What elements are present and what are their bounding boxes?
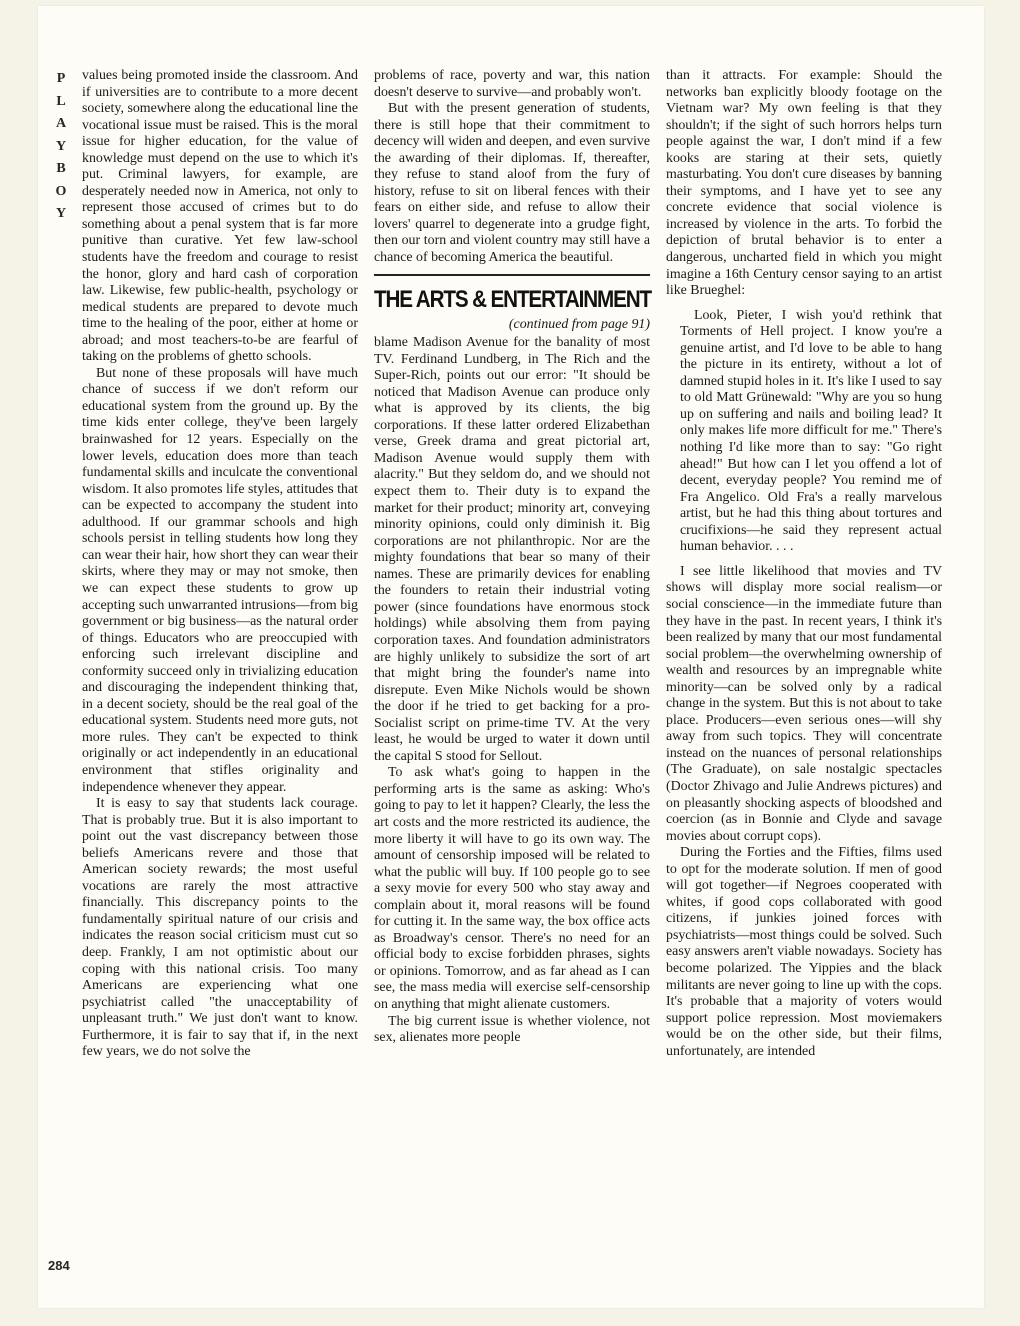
paragraph: than it attracts. For example: Should the networks ban explicitly bloody footage on the Vietnam war? My own feeling is that they shouldn't; if the sight of such horrors helps turn people against the war, I don't mind if a few kooks are staring at their sets, quietly masturbating. You don't cure diseases by banning their symptoms, and I have yet to see any concrete evidence that social violence is increased by violence in the arts. To forbid the depiction of brutal behavior is to enter a dangerous, uncharted field in which you might imagine a 16th Century censor saying to an artist like Brueghel:: [666, 68, 942, 299]
runner-letter: B: [56, 161, 66, 176]
runner-letter: Y: [55, 138, 67, 154]
runner-letter: L: [56, 93, 66, 109]
text-column-3: [666, 68, 942, 1060]
running-head: [54, 68, 68, 226]
text-column-1: [82, 68, 358, 1061]
paragraph: During the Forties and the Fifties, films used to opt for the moderate solution. If men of good will got together—if Negroes cooperated with whites, if good cops collaborated with good citizens, if junkies joined forces with psychiatrists—most things could be solved. Such easy answers aren't viable nowadays. Society has become polarized. The Yippies and the black militants are never going to line up with the cops. It's probable that a majority of voters would support police repression. Most moviemakers would be on the other side, but their films, unfortunately, are intended: [666, 845, 942, 1059]
quote-paragraph: Look, Pieter, I wish you'd rethink that Torments of Hell project. I know you're a genuine artist, and I'd love to be able to hang the picture in its entirety, without a lot of damned stupid holes in it. It's like I used to say to old Matt Grünewald: "Why are you so hung up on suffering and nails and boiling lead? It only makes life more difficult for me." There's nothing I'd like more than to say: "Go right ahead!" But how can I let you offend a lot of decent, everyday people? You remind me of Fra Angelico. Old Fra's a really marvelous artist, but he had this thing about tortures and crucifixions—he said they represent actual human behavior. . . .: [680, 307, 942, 555]
paragraph: values being promoted inside the classroom. And if universities are to contribute to a more decent society, somewhere along the educational line the vocational issue must be raised. This is the moral issue for higher education, for the value of knowledge must depend on the use to which it's put. Criminal lawyers, for example, are desperately needed now in America, not only to represent those accused of crimes but to do something about a penal system that is far more punitive than curative. Yet few law-school students have the freedom and courage to resist the honor, glory and hard cash of corporation law. Likewise, few public-health, psychology or medical students are prepared to devote much time to the healing of the poor, either at home or abroad; and most teachers-to-be are fearful of taking on the problems of ghetto schools.: [82, 68, 358, 365]
section-rule: [374, 274, 650, 276]
section-headline: THE ARTS & ENTERTAINMENT: [374, 285, 652, 313]
paragraph: blame Madison Avenue for the banality of most TV. Ferdinand Lundberg, in The Rich and the Super-Rich, points out our error: "It should be noticed that Madison Avenue can produce only what is approved by its clients, the big corporations. If these latter ordered Elizabethan verse, Greek drama and great pictorial art, Madison Avenue would supply them with alacrity." But they seldom do, and we should not expect them to. Their duty is to expand the market for their product; minority art, conveying minority opinions, could only diminish it. Big corporations are not philanthropic. Nor are the mighty foundations that bear so many of their names. These are primarily devices for enabling the founders to retain their industrial voting power (since foundations have enormous stock holdings) while absolving them from paying corporation taxes. And foundation administrators are highly unlikely to subsidize the sort of art that might bring the founder's name into disrepute. Even Mike Nichols would be shown the door if he tried to get backing for a pro-Socialist script on prime-time TV. At the very least, he would be urged to water it down until the capital S stood for Sellout.: [374, 335, 650, 764]
page-number: 284: [48, 1258, 70, 1273]
paragraph: But none of these proposals will have much chance of success if we don't reform our educational system from the ground up. By the time kids enter college, they've been largely brainwashed for 12 years. Especially on the lower levels, education does more than teach fundamental skills and inculcate the conventional wisdom. It also promotes life styles, attitudes that can be expected to accompany the student into adulthood. If our grammar schools and high schools persist in telling students how long they can wear their hair, how short they can wear their skirts, where they may or may not smoke, then we can expect these students to grow up accepting such unwarranted intrusions—from big government or big business—as the natural order of things. Educators who are preoccupied with enforcing such irrelevant discipline and conformity succeed only in trivializing education and discouraging the independent thinking that, in a decent society, should be the real goal of the educational system. Students need more guts, not more rules. They can't be expected to think originally or act independently in an educational environment that stifles originality and independence whenever they appear.: [82, 365, 358, 795]
runner-letter: P: [56, 71, 66, 86]
continued-note: (continued from page 91): [508, 316, 650, 332]
paragraph: But with the present generation of students, there is still hope that their commitment to decency will widen and deepen, and even survive the awarding of their diplomas. If, thereafter, they refuse to stand aloof from the fury of history, refuse to sit on liberal fences with their fears on either side, and refuse to allow their lovers' quarrel to degenerate into a grudge fight, then our torn and violent country may still have a chance of becoming America the beautiful.: [374, 101, 650, 266]
paragraph: I see little likelihood that movies and TV shows will display more social realism—or social conscience—in the immediate future than they have in the past. In recent years, I think it's been realized by many that our most fundamental social problem—the overwhelming ownership of wealth and resources by an impregnable white minority—can be solved only by a radical change in the system. But this is not about to take place. Producers—even serious ones—will shy away from such topics. They will concentrate instead on the nuances of personal relationships (The Graduate), on sale nostalgic spectacles (Doctor Zhivago and Julie Andrews pictures) and on pleasantly shocking aspects of bloodshed and coercion (as in Bonnie and Clyde and savage movies about corrupt cops).: [666, 563, 942, 844]
runner-letter: Y: [55, 206, 67, 221]
text-column-2: [374, 68, 650, 1047]
block-quote: [680, 308, 942, 556]
runner-letter: O: [55, 183, 67, 199]
runner-letter: A: [55, 116, 67, 131]
paragraph: The big current issue is whether violence, not sex, alienates more people: [374, 1013, 650, 1046]
paragraph: problems of race, poverty and war, this nation doesn't deserve to survive—and probably won't.: [374, 68, 650, 100]
paragraph: It is easy to say that students lack courage. That is probably true. But it is also important to point out the vast discrepancy between those beliefs Americans revere and those that American society rewards; the most useful vocations are rarely the most attractive financially. This discrepancy points to the fundamentally spiritual nature of our crisis and indicates the reason social criticism must cut so deep. Frankly, I am not optimistic about our coping with this national crisis. Too many Americans are experiencing what one psychiatrist called "the unacceptability of unpleasant truth." We just don't want to know. Furthermore, it is fair to say that if, in the next few years, we do not solve the: [82, 796, 358, 1060]
paragraph: To ask what's going to happen in the performing arts is the same as asking: Who's going to pay to let it happen? Clearly, the less the art costs and the more restricted its audience, the more liberty it will have to go its own way. The amount of censorship imposed will be related to what the public will buy. If 100 people go to see a sexy movie for every 500 who stay away and complain about it, moral reasons will be found for cutting it. In the same way, the box office acts as Broadway's censor. There's no need for an official body to excise forbidden phrases, sights or opinions. Tomorrow, and as far ahead as I can see, the mass media will exercise self-censorship on anything that might alienate customers.: [374, 765, 650, 1012]
magazine-page: [38, 6, 984, 1308]
